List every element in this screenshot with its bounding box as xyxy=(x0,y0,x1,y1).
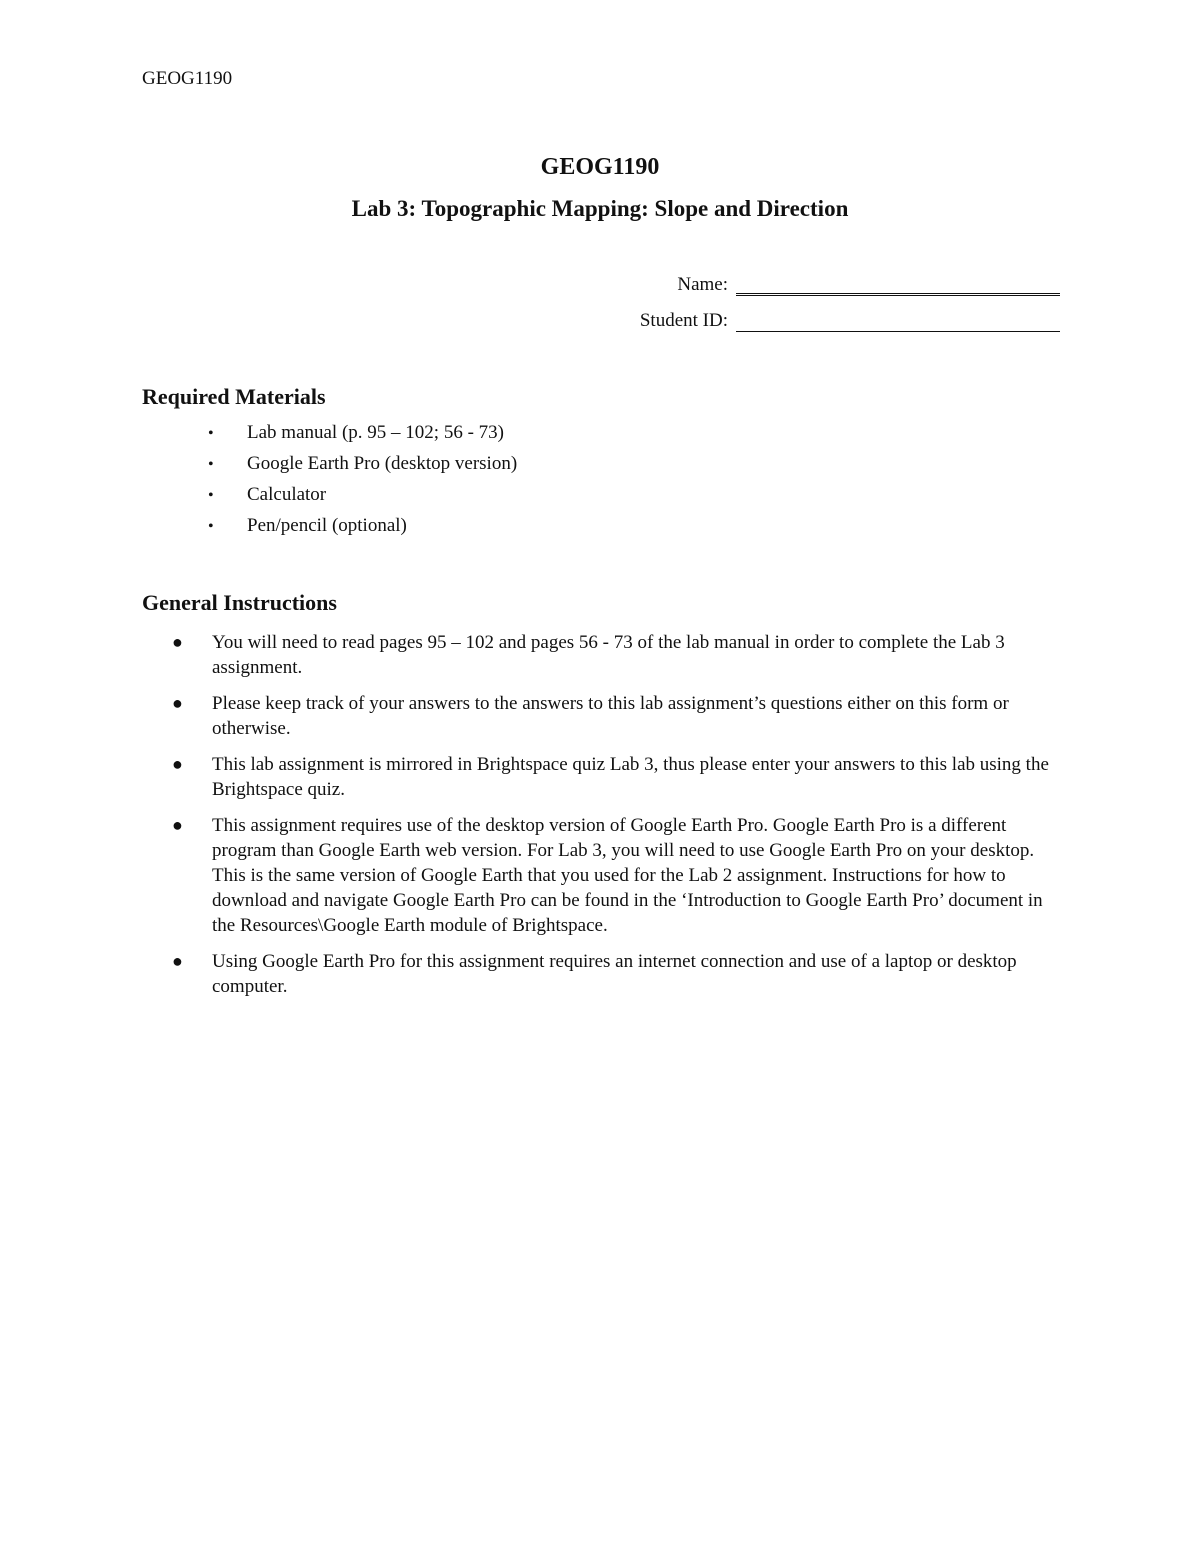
list-item xyxy=(172,752,1062,802)
instruction-item-text: Please keep track of your answers to the answers to this lab assignment’s questions either on this form or otherwise. xyxy=(212,693,1009,739)
list-item xyxy=(172,691,1062,741)
instruction-item-text: You will need to read pages 95 – 102 and pages 56 - 73 of the lab manual in order to complete the Lab 3 assignment. xyxy=(212,632,1005,678)
list-item xyxy=(208,422,517,453)
bullet-icon: ● xyxy=(172,951,183,971)
list-item xyxy=(208,484,517,515)
required-materials-heading: Required Materials xyxy=(142,384,326,409)
instruction-item-text: This assignment requires use of the desktop version of Google Earth Pro. Google Earth Pro is a different program than Google Earth web version. For Lab 3, you will need to use Google Earth Pro on your desktop. This is the same version of Google Earth that you used for the Lab 2 assignment. Instructions for how to download and navigate Google Earth Pro can be found in the ‘Introduction to Google Earth Pro’ document in the Resources\Google Earth module of Brightspace. xyxy=(212,815,1043,936)
instruction-item-text: This lab assignment is mirrored in Brightspace quiz Lab 3, thus please enter your answers to this lab using the Brightspace quiz. xyxy=(212,754,1049,800)
list-item xyxy=(208,515,517,546)
bullet-icon: • xyxy=(208,487,214,504)
list-item xyxy=(172,949,1062,999)
bullet-icon: ● xyxy=(172,754,183,774)
student-id-blank-line[interactable] xyxy=(736,313,1060,332)
material-item-text: Pen/pencil (optional) xyxy=(247,515,407,536)
page-header-course-code: GEOG1190 xyxy=(142,68,233,89)
bullet-icon: ● xyxy=(172,693,183,713)
instruction-item-text: Using Google Earth Pro for this assignment requires an internet connection and use of a laptop or desktop computer. xyxy=(212,951,1017,997)
course-title: GEOG1190 xyxy=(540,154,660,180)
bullet-icon: • xyxy=(208,425,214,442)
lab-title: Lab 3: Topographic Mapping: Slope and Direction xyxy=(351,196,849,221)
material-item-text: Lab manual (p. 95 – 102; 56 - 73) xyxy=(247,422,504,443)
general-instructions-list xyxy=(172,630,1062,1010)
list-item xyxy=(172,630,1062,680)
bullet-icon: • xyxy=(208,456,214,473)
bullet-icon: • xyxy=(208,518,214,535)
name-field-row xyxy=(677,274,1060,296)
name-blank-line[interactable] xyxy=(736,275,1060,296)
list-item xyxy=(208,453,517,484)
list-item xyxy=(172,813,1062,938)
material-item-text: Calculator xyxy=(247,484,327,505)
general-instructions-heading: General Instructions xyxy=(142,590,337,615)
student-id-field-row xyxy=(640,310,1060,332)
bullet-icon: ● xyxy=(172,632,183,652)
required-materials-list xyxy=(208,422,517,546)
student-id-label: Student ID: xyxy=(639,310,728,331)
name-label: Name: xyxy=(677,274,728,295)
material-item-text: Google Earth Pro (desktop version) xyxy=(247,453,518,474)
bullet-icon: ● xyxy=(172,815,183,835)
